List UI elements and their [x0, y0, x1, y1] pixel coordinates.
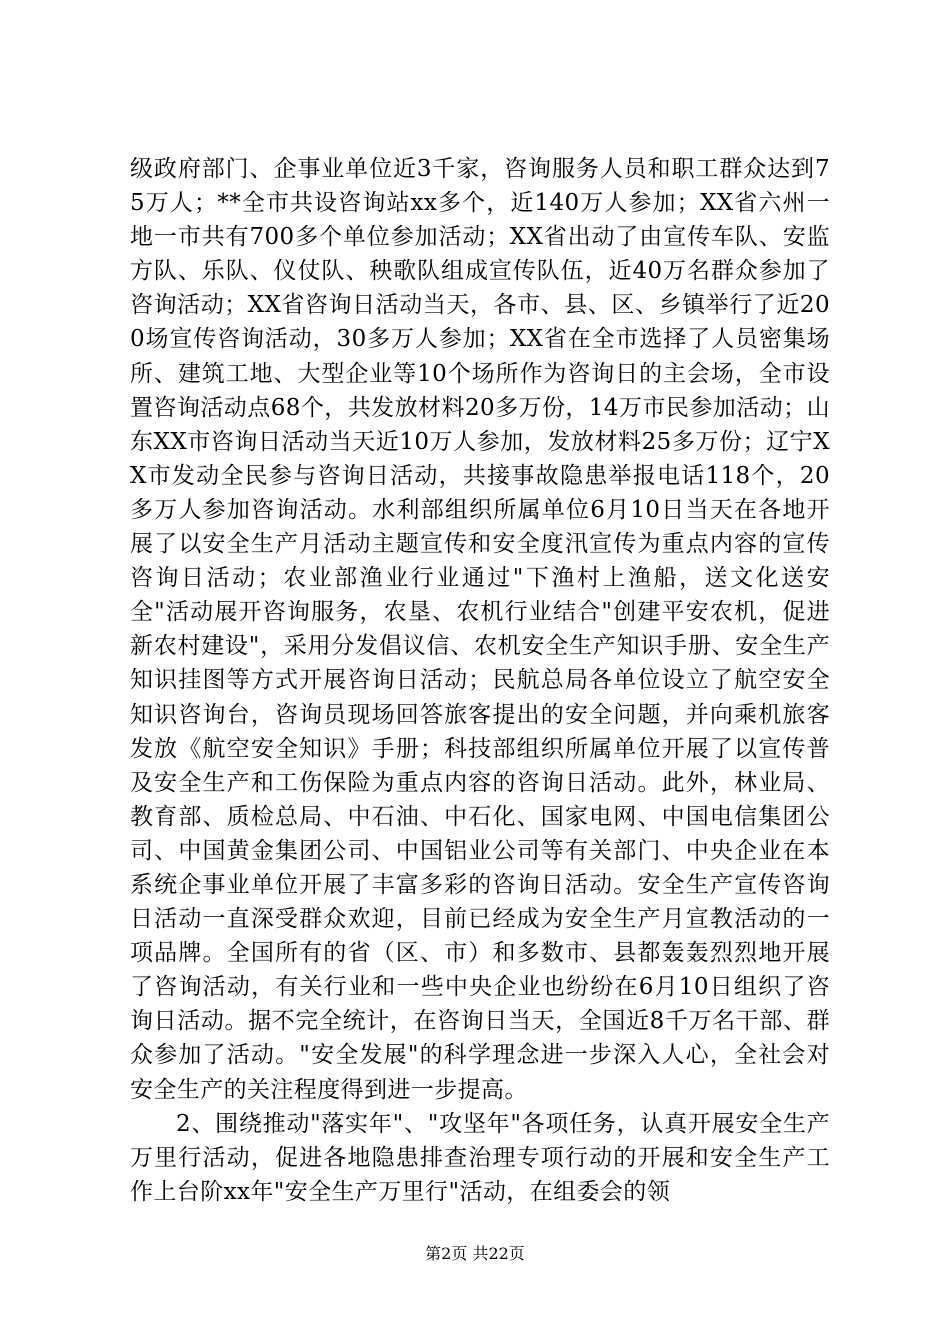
body-paragraph-item-2: 2、围绕推动"落实年"、"攻坚年"各项任务，认真开展安全生产万里行活动，促进各地隐患排查治理专项行动的开展和安全生产工作上台阶xx年"安全生产万里行"活动，在组委会的领 [130, 1110, 830, 1205]
document-body [130, 152, 830, 1209]
page-number-footer: 第2页 共22页 [425, 1244, 525, 1263]
body-paragraph-continued: 级政府部门、企事业单位近3千家，咨询服务人员和职工群众达到75万人；**全市共设咨询站xx多个，近140万人参加；XX省六州一地一市共有700多个单位参加活动；XX省出动了由宣传车队、安监方队、乐队、仪仗队、秧歌队组成宣传队伍，近40万名群众参加了咨询活动；XX省咨询日活动当天，各市、县、区、乡镇举行了近200场宣传咨询活动，30多万人参加；XX省在全市选择了人员密集场所、建筑工地、大型企业等10个场所作为咨询日的主会场，全市设置咨询活动点68个，共发放材料20多万份，14万市民参加活动；山东XX市咨询日活动当天近10万人参加，发放材料25多万份；辽宁XX市发动全民参与咨询日活动，共接事故隐患举报电话118个，20多万人参加咨询活动。水利部组织所属单位6月10日当天在各地开展了以安全生产月活动主题宣传和安全度汛宣传为重点内容的宣传咨询日活动；农业部渔业行业通过"下渔村上渔船，送文化送安全"活动展开咨询服务，农垦、农机行业结合"创建平安农机，促进新农村建设"，采用分发倡议信、农机安全生产知识手册、安全生产知识挂图等方式开展咨询日活动；民航总局各单位设立了航空安全知识咨询台，咨询员现场回答旅客提出的安全问题，并向乘机旅客发放《航空安全知识》手册；科技部组织所属单位开展了以宣传普及安全生产和工伤保险为重点内容的咨询日活动。此外，林业局、教育部、质检总局、中石油、中石化、国家电网、中国电信集团公司、中国黄金集团公司、中国铝业公司等有关部门、中央企业在本系统企事业单位开展了丰富多彩的咨询日活动。安全生产宣传咨询日活动一直深受群众欢迎，目前已经成为安全生产月宣教活动的一项品牌。全国所有的省（区、市）和多数市、县都轰轰烈烈地开展了咨询活动，有关行业和一些中央企业也纷纷在6月10日组织了咨询日活动。据不完全统计，在咨询日当天，全国近8千万名干部、群众参加了活动。"安全发展"的科学理念进一步深入人心，全社会对安全生产的关注程度得到进一步提高。 [130, 156, 830, 1103]
